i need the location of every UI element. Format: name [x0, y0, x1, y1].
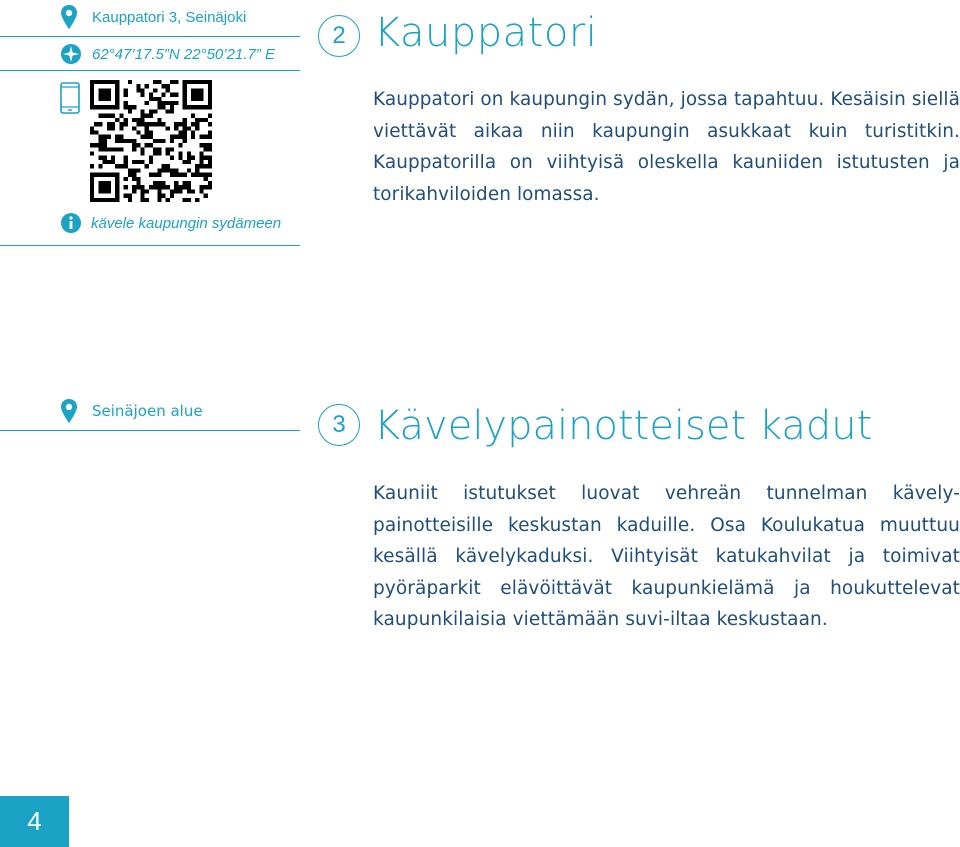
location-pin-icon: [60, 398, 78, 424]
compass-icon: [60, 43, 82, 65]
address-text: Kauppatori 3, Seinäjoki: [92, 8, 247, 26]
location-text: Seinäjoen alue: [92, 402, 203, 420]
info-icon: [60, 212, 82, 234]
smartphone-icon: [60, 82, 80, 114]
divider: [0, 245, 300, 246]
divider: [0, 70, 300, 71]
coordinates-row: [60, 43, 275, 65]
divider: [0, 36, 300, 37]
info-row: [60, 212, 281, 234]
qr-code[interactable]: [90, 80, 212, 202]
address-row: [60, 4, 246, 30]
section-title: Kävelypainotteiset kadut: [374, 403, 873, 449]
info-text: kävele kaupungin sydämeen: [91, 214, 282, 232]
section-paragraph: Kauniit istutukset luovat vehreän tunnelman kävely-painotteisille keskustan kaduille. Osa Koulukatua muuttuu kesällä kävelykaduksi. Viihtyisät katukahvilat ja toimivat pyöräparkit elävöittävät kaupunkielämä ja houkuttelevat kaupunkilaisia viettämään suvi-iltaa keskustaan.: [373, 483, 960, 630]
section-title: Kauppatori: [374, 10, 598, 56]
location-row: [60, 398, 203, 424]
section-number-badge: 3: [318, 404, 360, 446]
coordinates-text: 62°47’17.5”N 22°50’21.7” E: [92, 45, 275, 63]
section-paragraph: Kauppatori on kaupungin sydän, jossa tapahtuu. Kesäisin siellä viettävät aikaa niin kaupungin asukkaat kuin turistitkin. Kauppatorilla on viihtyisä oleskella kauniiden istutusten ja torikahviloiden lomassa.: [373, 89, 960, 205]
divider: [0, 430, 300, 431]
location-pin-icon: [60, 4, 78, 30]
page-number: 4: [0, 796, 69, 847]
section-number-badge: 2: [318, 15, 360, 57]
